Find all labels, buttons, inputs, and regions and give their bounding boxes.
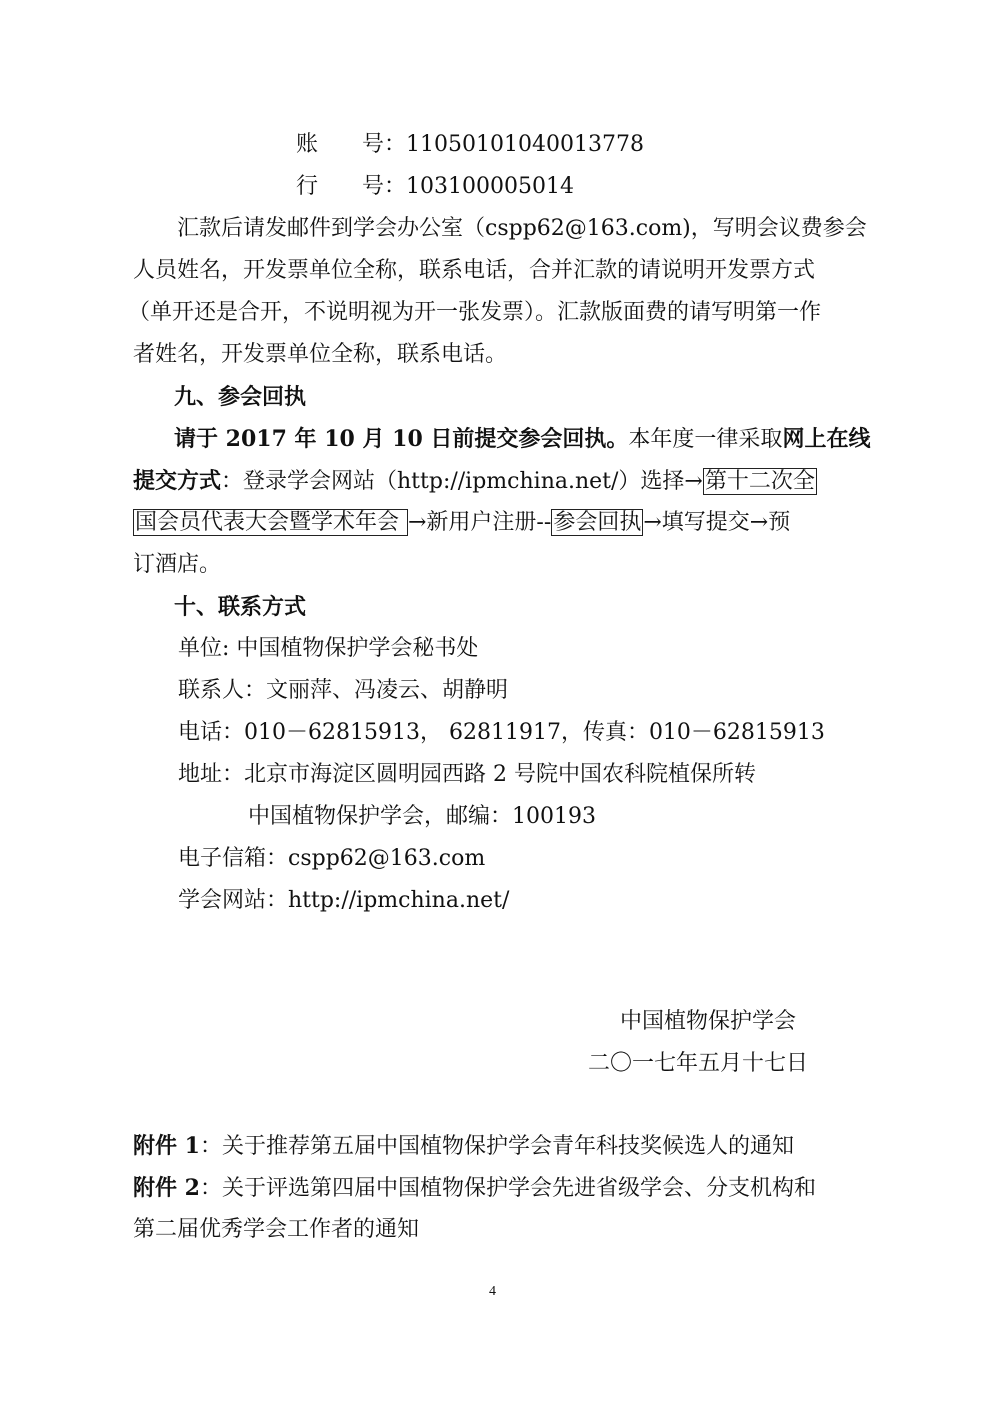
bank-number-value: 103100005014 (406, 174, 574, 199)
remit-note-line-3: （单开还是合开，不说明视为开一张发票）。汇款版面费的请写明第一作 (128, 300, 822, 325)
section9-line-1 (174, 422, 870, 457)
contact-phone: 电话：010－62815913， 62811917，传真：010－62815913 (178, 720, 825, 745)
bank-number-line (296, 170, 574, 204)
register-step: →新用户注册-- (408, 510, 552, 535)
account-label: 账 号： (296, 132, 407, 157)
section9-line-4: 订酒店。 (133, 552, 222, 577)
attachment-1 (133, 1129, 794, 1164)
signature-date: 二〇一七年五月十七日 (588, 1051, 809, 1076)
deadline-text: 请于 2017 年 10 月 10 日前提交参会回执。 (174, 426, 629, 452)
remit-note-line-4: 者姓名，开发票单位全称，联系电话。 (133, 342, 508, 367)
contact-persons: 联系人：文丽萍、冯凌云、胡静明 (178, 678, 509, 703)
attachment-2-continued: 第二届优秀学会工作者的通知 (133, 1217, 420, 1242)
submit-method-text: 提交方式 (133, 468, 222, 494)
section10-heading: 十、联系方式 (174, 594, 307, 620)
congress-link-box-2[interactable]: 国会员代表大会暨学术年会 (135, 510, 406, 535)
remit-note-line-2: 人员姓名，开发票单位全称，联系电话，合并汇款的请说明开发票方式 (133, 258, 816, 283)
attachment-2 (133, 1171, 816, 1206)
submit-step: →填写提交→预 (643, 510, 791, 535)
contact-website: 学会网站：http://ipmchina.net/ (178, 888, 510, 913)
account-line (296, 128, 644, 162)
online-text: 网上在线 (782, 426, 871, 452)
contact-address-2: 中国植物保护学会，邮编：100193 (248, 804, 596, 829)
section9-line-3 (133, 506, 790, 540)
account-value: 11050101040013778 (406, 132, 644, 157)
attachment-1-text: ：关于推荐第五届中国植物保护学会青年科技奖候选人的通知 (199, 1134, 794, 1159)
contact-address-1: 地址：北京市海淀区圆明园西路 2 号院中国农科院植保所转 (178, 762, 756, 787)
page-number: 4 (489, 1284, 496, 1299)
attachment-2-label: 附件 2 (133, 1175, 200, 1201)
contact-unit: 单位: 中国植物保护学会秘书处 (178, 636, 479, 661)
receipt-link-box[interactable]: 参会回执 (553, 510, 642, 535)
attachment-2-text: ：关于评选第四届中国植物保护学会先进省级学会、分支机构和 (199, 1176, 816, 1201)
section9-heading: 九、参会回执 (174, 384, 307, 410)
signature-org: 中国植物保护学会 (620, 1009, 797, 1034)
remit-note-line-1: 汇款后请发邮件到学会办公室（cspp62@163.com)，写明会议费参会 (177, 216, 867, 241)
bank-number-label: 行 号： (296, 174, 407, 199)
policy-text: 本年度一律采取 (628, 427, 783, 452)
section9-line-2 (133, 464, 817, 499)
contact-email: 电子信箱：cspp62@163.com (178, 846, 486, 871)
attachment-1-label: 附件 1 (133, 1133, 200, 1159)
congress-link-box-1[interactable]: 第十二次全 (704, 469, 815, 494)
website-instruction: ：登录学会网站（http://ipmchina.net/）选择→ (221, 469, 703, 494)
